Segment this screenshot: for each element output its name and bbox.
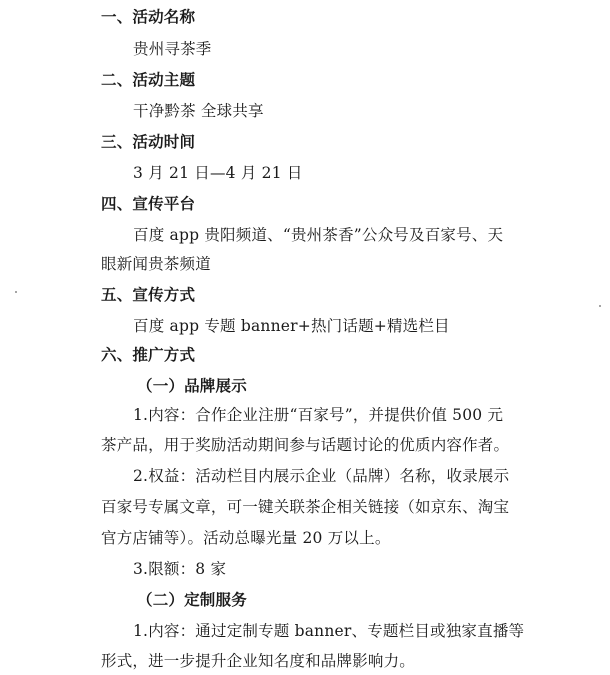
custom-content-line2: 形式，进一步提升企业知名度和品牌影响力。 — [101, 652, 416, 670]
brand-rights-line3: 官方店铺等）。活动总曝光量 20 万以上。 — [101, 529, 391, 547]
brand-content-line2: 茶产品，用于奖励活动期间参与话题讨论的优质内容作者。 — [101, 436, 510, 454]
activity-theme-text: 干净黔茶 全球共享 — [133, 102, 264, 120]
section-heading-activity-time: 三、活动时间 — [101, 133, 196, 151]
promo-platform-text-line2: 眼新闻贵茶频道 — [101, 255, 211, 273]
brand-rights-line1: 2.权益：活动栏目内展示企业（品牌）名称，收录展示 — [133, 467, 510, 485]
promo-method-text: 百度 app 专题 banner+热门话题+精选栏目 — [133, 317, 450, 335]
scan-speck — [15, 291, 17, 293]
scan-speck — [599, 305, 601, 307]
section-heading-activity-name: 一、活动名称 — [101, 8, 196, 26]
brand-content-line1: 1.内容：合作企业注册“百家号”，并提供价值 500 元 — [133, 406, 504, 424]
subheading-custom-service: （二）定制服务 — [137, 591, 247, 609]
section-heading-activity-theme: 二、活动主题 — [101, 71, 196, 89]
section-heading-promo-platform: 四、宣传平台 — [101, 195, 196, 213]
brand-limit: 3.限额：8 家 — [133, 560, 227, 578]
activity-name-text: 贵州寻茶季 — [133, 40, 212, 58]
brand-rights-line2: 百家号专属文章，可一键关联茶企相关链接（如京东、淘宝 — [101, 498, 510, 516]
custom-content-line1: 1.内容：通过定制专题 banner、专题栏目或独家直播等 — [133, 622, 525, 640]
activity-time-text: 3 月 21 日—4 月 21 日 — [133, 164, 303, 182]
subheading-brand-display: （一）品牌展示 — [137, 377, 247, 395]
section-heading-promo-method: 五、宣传方式 — [101, 286, 196, 304]
section-heading-promotion: 六、推广方式 — [101, 346, 196, 364]
promo-platform-text-line1: 百度 app 贵阳频道、“贵州茶香”公众号及百家号、天 — [133, 226, 504, 244]
